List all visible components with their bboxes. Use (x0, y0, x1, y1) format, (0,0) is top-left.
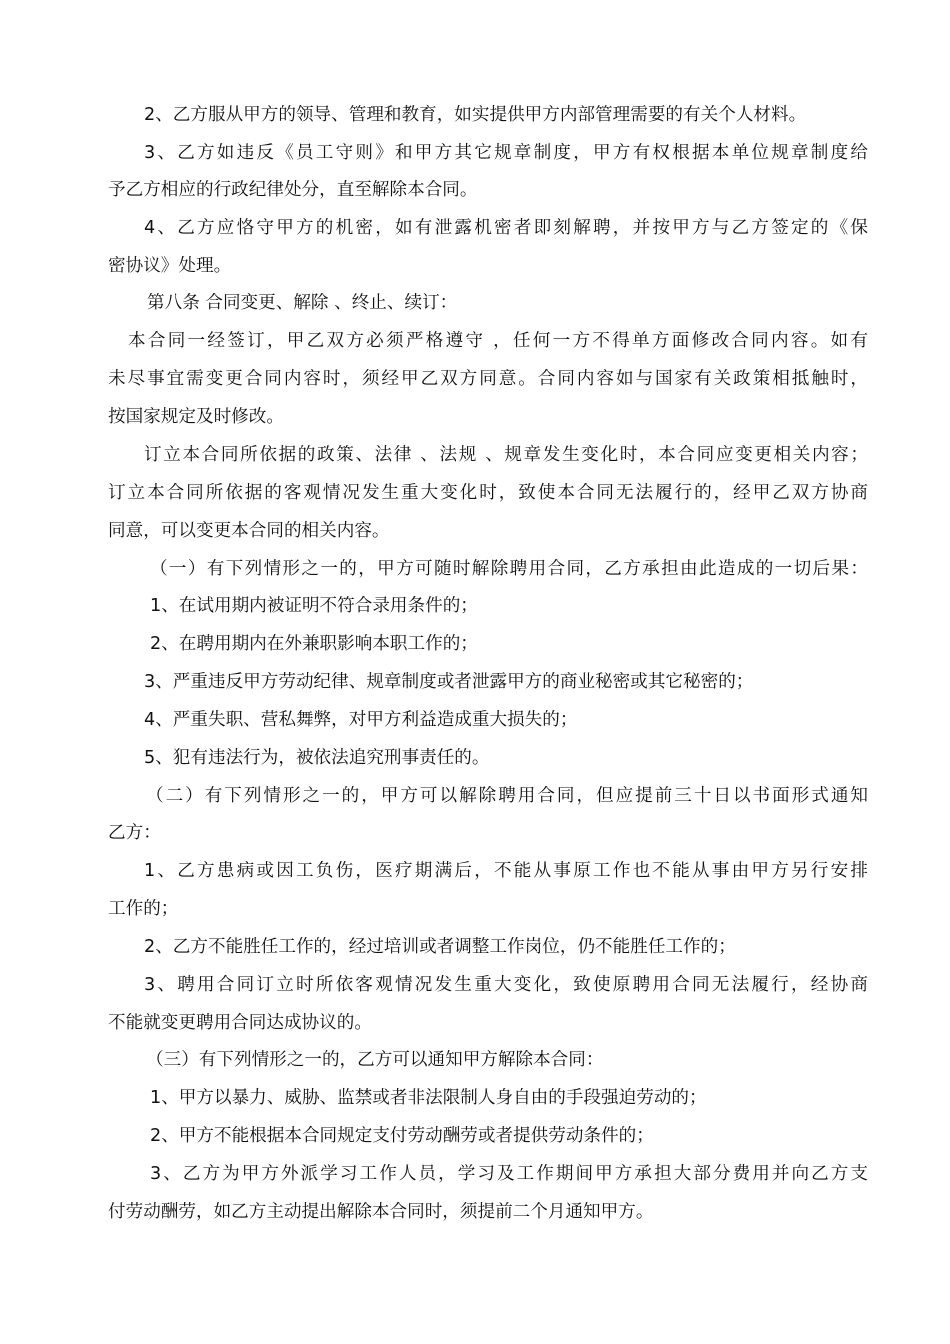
section-2-heading-line-2: 乙方： (108, 823, 161, 843)
section-3-heading: （三）有下列情形之一的，乙方可以通知甲方解除本合同： (146, 1050, 604, 1070)
section-1-heading: （一）有下列情形之一的，甲方可随时解除聘用合同，乙方承担由此造成的一切后果： (150, 559, 868, 579)
section-2-item-2: 2、乙方不能胜任工作的，经过培训或者调整工作岗位，仍不能胜任工作的； (144, 937, 736, 957)
article-8-para-2-line-3: 同意，可以变更本合同的相关内容。 (108, 521, 390, 541)
clause-7-2-line-1: 2、乙方服从甲方的领导、管理和教育，如实提供甲方内部管理需要的有关个人材料。 (144, 105, 807, 125)
article-8-heading: 第八条 合同变更、解除 、终止、续订： (147, 293, 458, 313)
article-8-para-2-line-2: 订立本合同所依据的客观情况发生重大变化时，致使本合同无法履行的，经甲乙双方协商 (108, 483, 868, 503)
section-3-item-2: 2、甲方不能根据本合同规定支付劳动酬劳或者提供劳动条件的； (150, 1126, 654, 1146)
section-1-item-3: 3、严重违反甲方劳动纪律、规章制度或者泄露甲方的商业秘密或其它秘密的； (144, 672, 754, 692)
section-2-item-1-line-1: 1、乙方患病或因工负伤，医疗期满后，不能从事原工作也不能从事由甲方另行安排 (144, 861, 868, 881)
article-8-para-1-line-3: 按国家规定及时修改。 (108, 407, 284, 427)
section-1-item-5: 5、犯有违法行为，被依法追究刑事责任的。 (144, 748, 490, 768)
clause-7-3-line-1: 3、乙方如违反《员工守则》和甲方其它规章制度，甲方有权根据本单位规章制度给 (144, 143, 868, 163)
section-2-item-1-line-2: 工作的； (108, 899, 179, 919)
section-3-item-3-line-2: 付劳动酬劳，如乙方主动提出解除本合同时，须提前二个月通知甲方。 (108, 1202, 654, 1222)
section-3-item-1: 1、甲方以暴力、威胁、监禁或者非法限制人身自由的手段强迫劳动的； (150, 1088, 707, 1108)
section-2-item-3-line-1: 3、聘用合同订立时所依客观情况发生重大变化，致使原聘用合同无法履行，经协商 (144, 975, 868, 995)
section-2-heading-line-1: （二）有下列情形之一的，甲方可以解除聘用合同，但应提前三十日以书面形式通知 (146, 786, 868, 806)
clause-7-3-line-2: 予乙方相应的行政纪律处分，直至解除本合同。 (108, 180, 478, 200)
clause-7-4-line-2: 密协议》处理。 (108, 256, 232, 276)
clause-7-4-line-1: 4、乙方应恪守甲方的机密，如有泄露机密者即刻解聘，并按甲方与乙方签定的《保 (144, 218, 868, 238)
section-3-item-3-line-1: 3、乙方为甲方外派学习工作人员，学习及工作期间甲方承担大部分费用并向乙方支 (150, 1164, 868, 1184)
article-8-para-1-line-1: 本合同一经签订，甲乙双方必须严格遵守 ，任何一方不得单方面修改合同内容。如有 (128, 331, 868, 351)
section-2-item-3-line-2: 不能就变更聘用合同达成协议的。 (108, 1013, 372, 1033)
section-1-item-1: 1、在试用期内被证明不符合录用条件的； (150, 596, 478, 616)
section-1-item-2: 2、在聘用期内在外兼职影响本职工作的； (150, 634, 478, 654)
section-1-item-4: 4、严重失职、营私舞弊，对甲方利益造成重大损失的； (144, 710, 578, 730)
article-8-para-2-line-1: 订立本合同所依据的政策、法律 、法规 、规章发生变化时，本合同应变更相关内容； (144, 445, 868, 465)
article-8-para-1-line-2: 未尽事宜需变更合同内容时，须经甲乙双方同意。合同内容如与国家有关政策相抵触时， (108, 369, 868, 389)
